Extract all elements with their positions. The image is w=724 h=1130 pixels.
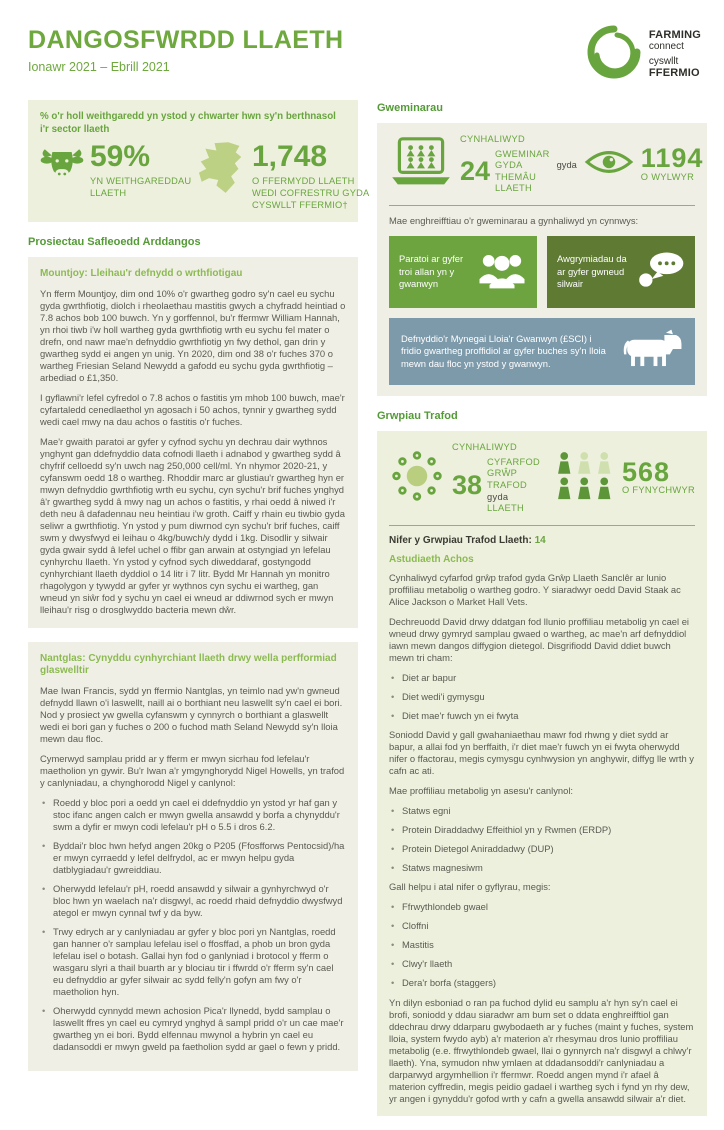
logo-line-2: connect — [648, 40, 684, 52]
list-item: • Oherwydd lefelau'r pH, roedd ansawdd y silwair a gynhyrchwyd o'r bloc hwn yn waelach na'r disgwyl, ac roedd rhaid defnyddio dwysfwyd ategol er mwyn cynnal twf y da byw. — [53, 883, 346, 919]
webinar-example-turnout-text: Paratoi ar gyfer troi allan yn y gwanwyn — [399, 253, 464, 290]
viewers-count: 1194 — [640, 142, 704, 173]
list-item: • Ffrwythlondeb gwael — [402, 901, 695, 913]
diet-stages-list — [389, 672, 695, 722]
assess-list — [389, 805, 695, 874]
webinar-count: 24 — [460, 156, 491, 186]
mountjoy-section — [28, 257, 358, 627]
groups-stats-row — [389, 442, 695, 515]
laptop-audience-icon — [389, 137, 453, 192]
dairy-activity-label: YN WEITHGAREDDAU LLAETH — [90, 175, 192, 199]
viewers-label: O WYLWYR — [640, 171, 695, 182]
webinar-divider — [389, 205, 695, 206]
cow-head-icon — [40, 147, 84, 188]
webinar-example-sci — [389, 318, 695, 385]
groups-count-label-3: LLAETH — [487, 503, 524, 514]
list-item: • Mastitis — [402, 939, 695, 951]
chat-bubbles-icon — [635, 250, 685, 295]
webinar-count-label-3: LLAETH — [495, 183, 532, 194]
dairy-farms-stat-text — [252, 140, 380, 211]
case-study-paragraph-1: Cynhaliwyd cyfarfod grŵp trafod gyda Grŵp Llaeth Sanclêr ar lunio proffiliau metabolig o wartheg godro. Y siaradwyr oedd David Staak ac Alice Jackson o Market Hall Vets. — [389, 571, 681, 607]
logo-line-3: cyswllt — [648, 56, 679, 67]
two-column-layout — [28, 100, 707, 1130]
cow-side-icon — [621, 328, 683, 375]
activity-stats-row — [40, 140, 369, 211]
webinar-example-silage — [547, 236, 695, 308]
list-item: • Diet ar bapur — [402, 672, 695, 684]
webinar-examples-intro: Mae enghreifftiau o'r gweminarau a gynhaliwyd yn cynnwys: — [389, 215, 639, 227]
webinars-box — [377, 123, 707, 396]
list-item: • Roedd y bloc pori a oedd yn cael ei ddefnyddio yn ystod yr haf gan y stoc ifanc angen calch er mwyn gwella ansawdd y borfa a chynyddu'r swm a dyfir er mwyn codi lefelau'r pH o 5.5 i dros 6.2. — [53, 797, 346, 833]
prevent-intro: Gall helpu i atal nifer o gyflyrau, megis: — [389, 881, 551, 893]
list-item: • Protein Diraddadwy Effeithiol yn y Rwmen (ERDP) — [402, 824, 695, 836]
page-title: DANGOSFWRDD LLAETH — [28, 26, 344, 54]
webinar-example-silage-text: Awgrymiadau da ar gyfer gwneud silwair — [557, 253, 627, 290]
webinar-count-label-1: GWEMINAR — [495, 148, 550, 159]
date-range: Ionawr 2021 – Ebrill 2021 — [28, 60, 170, 74]
nantglas-bullet-list — [40, 797, 346, 1054]
mountjoy-title: Mountjoy: Lleihau'r defnydd o wrthfiotigau — [40, 268, 243, 280]
viewers-block — [640, 142, 704, 183]
groups-divider — [389, 525, 695, 526]
header-titles — [28, 24, 344, 74]
logo-line-4: FFERMIO — [648, 66, 700, 79]
dairy-activity-stat — [40, 140, 198, 199]
list-item: • Statws magnesiwm — [402, 862, 695, 874]
webinar-with-label: gyda — [556, 159, 577, 170]
header — [28, 24, 707, 96]
nantglas-section — [28, 642, 358, 1072]
nantglas-title: Nantglas: Cynyddu cynhyrchiant llaeth drwy wella perfformiad glaswelltir — [40, 652, 337, 677]
webinar-count-label — [495, 149, 550, 195]
dairy-activity-stat-text — [90, 140, 202, 199]
attendees-grid-icon — [555, 449, 615, 508]
mountjoy-paragraph-2: I gyflawni'r lefel cyfredol o 7.8 achos o fastitis ym mhob 100 buwch, mae'r cyfartaledd cenedlaethol yn agosach i 50 achos, tynnir y gwartheg sydd wedi cael mwy na dau achos o fastitis o'r fuches. — [40, 391, 345, 428]
dairy-farms-label: O FFERMYDD LLAETH WEDI COFRESTRU GYDA CYSWLLT FFERMIO† — [252, 175, 369, 211]
groups-count-label-1: CYFARFOD — [487, 456, 541, 467]
webinar-count-label-2: GYDA THEMÂU — [495, 160, 537, 182]
dairy-groups-count-label: Nifer y Grwpiau Trafod Llaeth: — [389, 534, 532, 546]
groups-count-label-2: GRŴP TRAFOD — [487, 468, 528, 490]
groups-with-label: gyda — [487, 491, 509, 502]
farming-connect-logo — [586, 24, 701, 85]
case-study-closing-paragraph: Yn dilyn esboniad o ran pa fuchod dylid eu samplu a'r hyn sy'n cael ei brofi, soniodd y ddau siaradwr am bum set o ddata enghreifftiol gan ddechrau drwy ddarparu gwybodaeth ar y fuches (maint y fuches, system lloia, system fwydo ayb) a'r materion a'r rhesymau dros lunio proffiliau metabolig (e.e. ffrwythlondeb gwael, llai o gynnyrch na'r disgwyl a chlwy'r llaeth). Yna, symudon nhw ymlaen at ddadansoddi'r canlyniadau a darparwyd argymhellion i'r ffermwr. Roedd angen mynd i'r afael â materion cyffredin, megis peidio gadael i wartheg sych i fynd yn rhy dew, yr angen i gynyddu'r gofod wrth y cafn a gwella ansawdd silwair a'r diet. — [389, 996, 694, 1104]
dairy-activity-value: 59% — [90, 140, 151, 174]
wales-map-icon — [198, 141, 244, 200]
left-column — [28, 100, 369, 1130]
list-item: • Byddai'r bloc hwn hefyd angen 20kg o P205 (Ffosfforws Pentocsid)/ha er mwyn cyrraedd y lefel delfrydol, ac er mwyn helpu gyda datblygiadau'r gwreiddiau. — [53, 840, 346, 876]
activity-stats-box — [28, 100, 369, 222]
groups-count-label — [487, 457, 548, 515]
list-item: • Cloffni — [402, 920, 695, 932]
groups-count-block — [452, 442, 548, 515]
activity-stats-heading: % o'r holl weithgaredd yn ystod y chwarter hwn sy'n berthnasol i'r sector llaeth — [40, 111, 336, 135]
groups-count: 38 — [452, 469, 483, 500]
prevent-list — [389, 901, 695, 989]
list-item: • Trwy edrych ar y canlyniadau ar gyfer y bloc pori yn Nantglas, roedd gan hanner o'r samplau lefelau isel o ffosffad, a phob un bron gyda lefelau isel o botash. Gallai hyn fod o ganlyniad i brotocol y fferm o wasgaru slyri a thail buarth ar y blociau tir i ffwrdd o'r fferm sy'n cael eu defnyddio ar gyfer silwair ac sydd felly'n gofyn am fwy o'r maetholion hyn. — [53, 926, 346, 998]
list-item: • Oherwydd cynnydd mewn achosion Pica'r llynedd, bydd samplau o laswellt ffres yn cael eu cymryd ynghyd â sampl pridd o'r un cae mae'r gwartheg yn ei bori. Bydd elfennau mwynol a hybrin yn cael eu dadansoddi er mwyn gweld pa faetholion sydd ar gael o fewn y pridd. — [53, 1005, 346, 1053]
farming-connect-swirl-icon — [586, 24, 642, 85]
dairy-farms-stat — [198, 140, 380, 211]
mountjoy-paragraph-1: Yn fferm Mountjoy, dim ond 10% o'r gwartheg godro sy'n cael eu sychu gyda gwrthfiotig, diolch i rheolaethau mastitis gwych a chyfradd heintiad o 7.8 achos bob 100 buwch. Yn y gorffennol, bu'r ffermwr William Hannah, yn rhoi tiwb i'w holl wartheg gyda gwrthfiotig wrth eu sychu fel mater o drefn, ond nawr mae'n defnyddio gwrthfiotig yn fwy dethol, gan drin y gwartheg sydd ei angen yn unig. Yn 2020, dim ond 38 o'r fuches 370 o wartheg Friesian Seland Newydd a gafodd eu sychu gyda gwrthfiotig – arbediad o £1,350. — [40, 287, 346, 383]
dairy-groups-count-value: 14 — [534, 534, 546, 546]
webinar-count-block — [460, 134, 550, 195]
logo-line-1: FARMING — [648, 28, 701, 41]
dairy-groups-count-line — [389, 535, 695, 546]
attendees-label: O FYNYCHWYR — [621, 485, 696, 496]
nantglas-paragraph-2: Cymerwyd samplau pridd ar y fferm er mwyn sicrhau fod lefelau'r maetholion yn gywir. Bu'r Iwan a'r ymgynghorydd Nigel Howells, yn trafod y canlyniadau, a chynghorodd Nigel y canlynol: — [40, 752, 345, 788]
list-item: • Statws egni — [402, 805, 695, 817]
list-item: • Clwy'r llaeth — [402, 958, 695, 970]
webinar-stats-row — [389, 134, 704, 195]
webinar-example-row — [389, 236, 695, 308]
case-study-paragraph-3: Soniodd David y gall gwahaniaethau mawr fod rhwng y diet sydd ar bapur, a allai fod yn berffaith, i'r diet mae'r fuwch yn ei fwyta oherwydd nifer o ffactorau, megis cymysgu cynhwysion yn anghywir, diffyg lle wrth y cafn ac ati. — [389, 729, 694, 777]
list-item: • Dera'r borfa (staggers) — [402, 977, 695, 989]
right-column — [377, 100, 707, 1130]
attendees-block — [621, 456, 696, 497]
attendees-count: 568 — [621, 456, 671, 487]
webinar-example-sci-text: Defnyddio'r Mynegai Lloia'r Gwanwyn (£SCI) i fridio gwartheg proffidiol ar gyfer buches sy'n lloia mewn dau floc yn ystod y gwanwyn. — [401, 332, 606, 369]
groups-held-label: CYNHALIWYD — [452, 442, 517, 453]
people-circle-icon — [389, 448, 445, 509]
discussion-groups-box — [377, 431, 707, 1116]
case-study-heading: Astudiaeth Achos — [389, 553, 474, 565]
webinar-example-turnout — [389, 236, 537, 308]
assess-intro: Mae proffiliau metabolig yn asesu'r canlynol: — [389, 785, 574, 797]
eye-icon — [584, 148, 634, 181]
mountjoy-paragraph-3: Mae'r gwaith paratoi ar gyfer y cyfnod sychu yn dechrau dair wythnos ynghynt gan ddefnyddio data cofnodi llaeth i adnabod y gwartheg sydd â chyfrif celloedd sy'n uwch nag 250,000 cell/ml. Yn nhymor 2020-21, y cyfanswm oedd 18 o wartheg. Rhoddir marc ar glustiau'r gwartheg hyn er mwyn defnyddio gwrthfiotig wrth eu sychu, cyn sychu'r brif fuches ynghyd â'r gwartheg sydd â mwy nag un achos o fastitis, y rhai oedd â niwed i'r deth neu â dafadennau neu heintiau i'w groth. Caiff y rhain eu tiwbio gyda seliwr a gwrthfiotig. Yn ystod y pum diwrnod cyn sychu'r brif fuches, caiff swm y dwysfwyd ei leihau o 4kg/buwch/y dydd i 1kg. Disodlir y silwair gyda gwair sydd â lefel uchel o ffibr gan arwain at ostyngiad yn lefelau cynhyrchu llaeth. Yn ystod y cyfnod sych diweddaraf, gostyngodd cynhyrchiant llaeth dyddiol o 14 litr i 7 litr. Bydd Mr Hannah yn monitro rhagolygon y tywydd ar gyfer yr wythnos cyn sychu ei wartheg, gan wneud yn siŵr fod y sychu yn cael ei wneud ar ddiwrnod sych er mwyn lleihau'r risg o drosglwyddo bacteria mewn dŵr. — [40, 436, 345, 616]
case-study-paragraph-2: Dechreuodd David drwy ddatgan fod llunio proffiliau metabolig yn cael ei wneud drwy gymryd samplau gwaed o wartheg, ac mae'n arf defnyddiol iawn mewn dangos diffygion dietegol. Disgrifiodd David ddiet buwch mewn tri cham: — [389, 615, 690, 663]
webinar-held-label: CYNHALIWYD — [460, 134, 525, 144]
nantglas-paragraph-1: Mae Iwan Francis, sydd yn ffermio Nantglas, yn teimlo nad yw'n gwneud defnydd llawn o'i laswellt, naill ai o borthiant neu laswellt sy'n cael ei bori. Nod y prosiect yw gwella cyfanswm y cynnyrch o borthiant a glaswellt wedi ei bori gan y fuches o 200 o fuchod math Seland Newydd sy'n lloia mewn dau floc. — [40, 684, 343, 744]
list-item: • Diet mae'r fuwch yn ei fwyta — [402, 710, 695, 722]
discussion-groups-heading: Grwpiau Trafod — [377, 410, 458, 423]
webinars-heading: Gweminarau — [377, 102, 444, 114]
list-item: • Diet wedi'i gymysgu — [402, 691, 695, 703]
group-silhouette-icon — [477, 250, 527, 295]
dairy-farms-value: 1,748 — [252, 140, 328, 174]
logo-text — [649, 30, 701, 79]
demo-sites-heading: Prosiectau Safleoedd Arddangos — [28, 236, 201, 249]
list-item: • Protein Dietegol Aniraddadwy (DUP) — [402, 843, 695, 855]
